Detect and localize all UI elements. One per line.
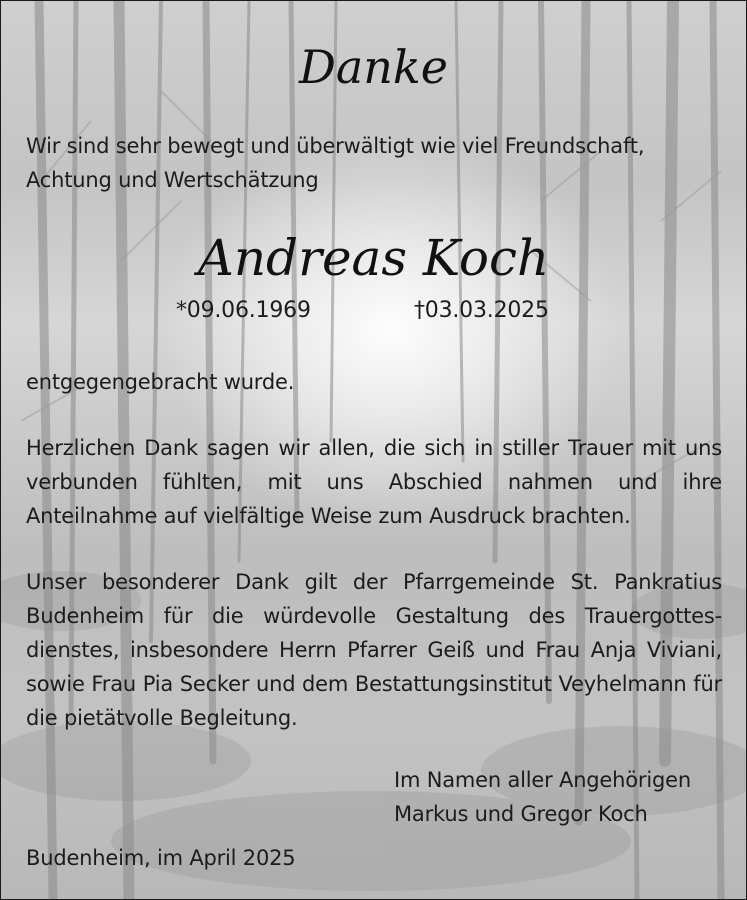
- heading-danke: Danke: [298, 40, 449, 94]
- signature-line-1: Im Namen aller Angehörigen: [394, 768, 691, 792]
- death-date: †03.03.2025: [414, 298, 549, 323]
- signature-line-2: Markus und Gregor Koch: [394, 802, 648, 826]
- birth-date: *09.06.1969: [176, 298, 311, 323]
- place-and-date: Budenheim, im April 2025: [26, 846, 296, 870]
- intro-text: Wir sind sehr bewegt und überwältigt wie viel Freundschaft, Achtung und Wertschätzung: [26, 134, 645, 192]
- thanks-paragraph: Herzlichen Dank sagen wir allen, die sich in stiller Trauer mit uns verbunden fühlten, mit uns Abschied nahmen und ihre Anteilnahme auf vielfältige Weise zum Ausdruck brachten.: [26, 436, 722, 528]
- special-thanks-paragraph: Unser besonderer Dank gilt der Pfarrgemeinde St. Pankratius Budenheim für die würdevolle Gestaltung des Trauergottes-dienstes, insbesondere Herrn Pfarrer Geiß und Frau Anja Viviani, sowie Frau Pia Secker und dem Bestattungsinstitut Veyhelmann für die pietätvolle Begleitung.: [26, 570, 722, 730]
- intro-text-end: entgegengebracht wurde.: [26, 370, 295, 394]
- deceased-name: Andreas Koch: [197, 229, 550, 287]
